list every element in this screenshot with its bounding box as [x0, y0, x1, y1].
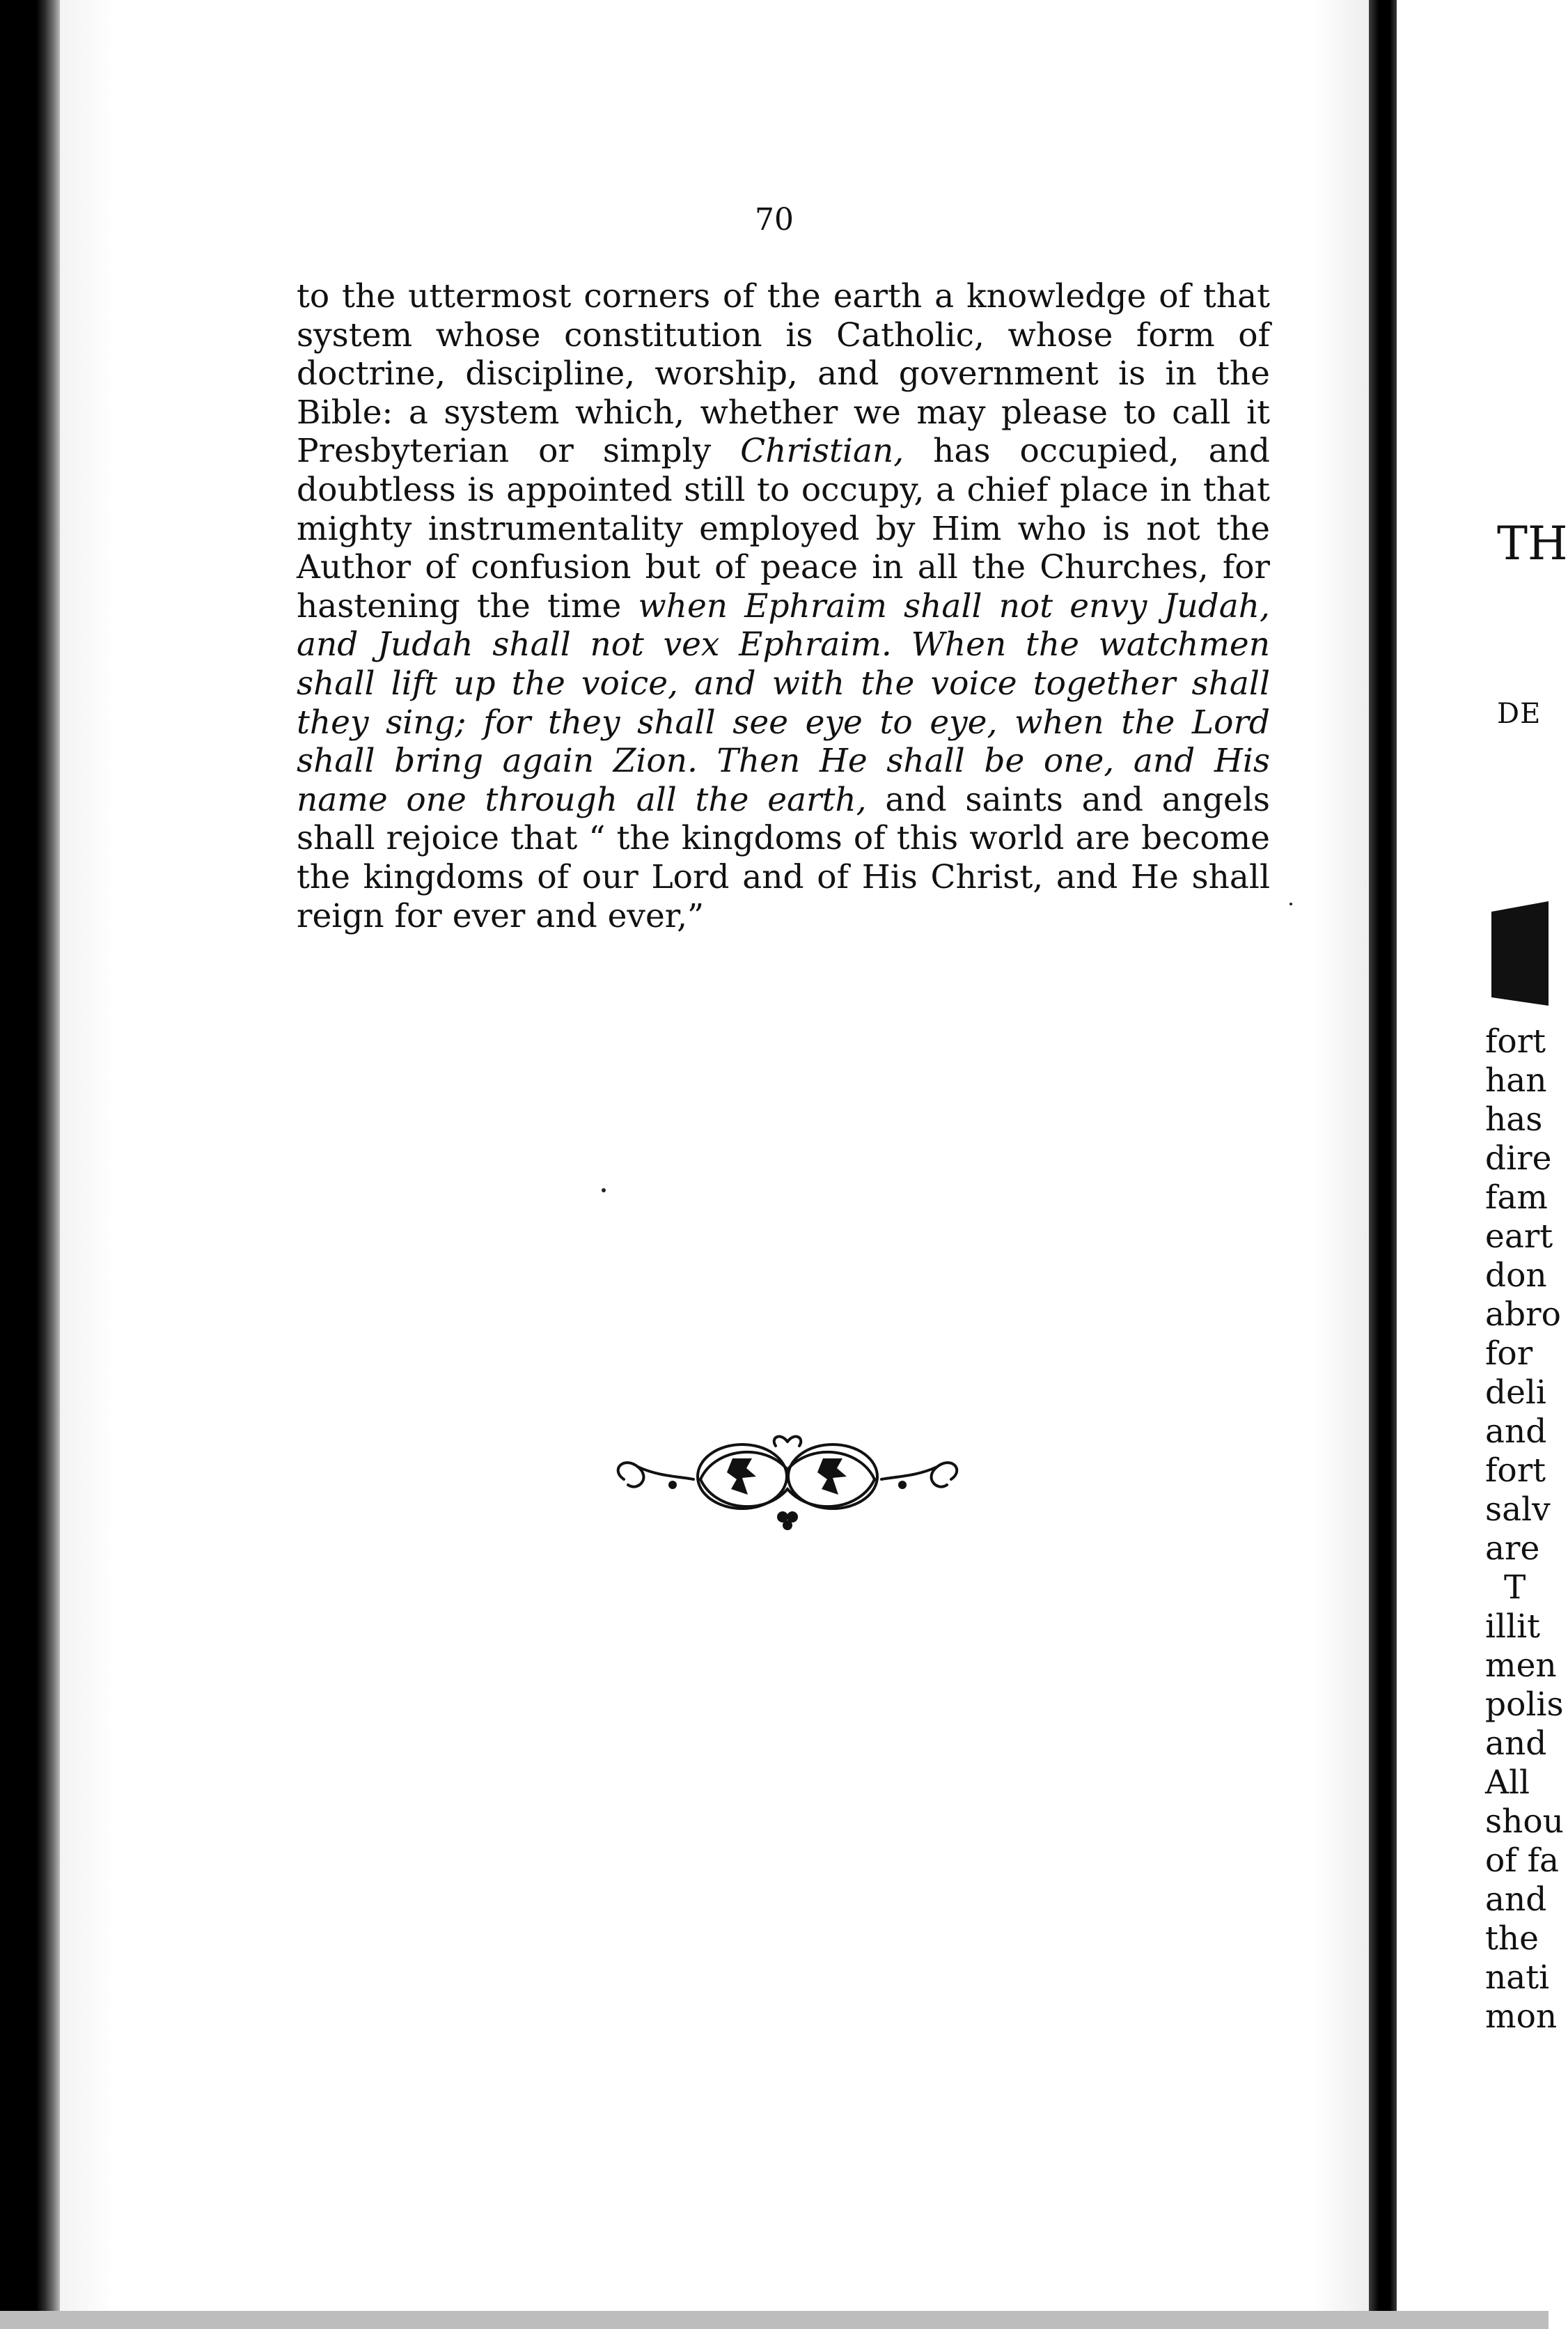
right-page-subheading-fragment: DE — [1497, 698, 1542, 730]
right-page-line-fragment: salv — [1485, 1490, 1551, 1529]
right-page-line-fragment: men — [1485, 1646, 1557, 1685]
right-page-line-fragment: fort — [1485, 1022, 1546, 1061]
right-page-line-fragment: fam — [1485, 1178, 1548, 1217]
right-page-line-fragment: the — [1485, 1919, 1539, 1958]
book-edge-shadow-left — [0, 0, 60, 2329]
right-page-line-fragment: for — [1485, 1334, 1533, 1373]
right-page-line-fragment: and — [1485, 1880, 1547, 1919]
right-page-line-fragment: abro — [1485, 1295, 1561, 1334]
right-page-line-fragment: dire — [1485, 1139, 1552, 1178]
floral-tailpiece-ornament-icon — [603, 1428, 972, 1531]
right-page-line-fragment: polis — [1485, 1685, 1564, 1724]
page-number: 70 — [755, 202, 794, 237]
print-speck — [602, 1188, 606, 1192]
right-page-line-fragment: nati — [1485, 1958, 1550, 1997]
right-page-line-fragment: are — [1485, 1529, 1540, 1568]
right-page-line-fragment: of fa — [1485, 1841, 1560, 1880]
body-text-segment-italic: Christian, — [740, 432, 904, 471]
right-page-line-fragment: eart — [1485, 1217, 1553, 1256]
body-text-segment-italic: when Ephraim shall not envy Judah, and Judah shall not vex Ephraim. When the watchmen shall lift up the voice, and with the voice together shall they sing; for they shall see eye to eye, when the Lord shall bring again Zion. Then He shall be one, and His name one through all the earth, — [297, 586, 1270, 819]
right-page-line-fragment: han — [1485, 1061, 1547, 1100]
body-paragraph — [297, 277, 1270, 935]
right-page-line-fragment: deli — [1485, 1373, 1546, 1412]
decorated-drop-capital-icon — [1491, 901, 1549, 1006]
print-speck — [1289, 903, 1292, 905]
right-page-line-fragment: mon — [1485, 1997, 1558, 2036]
right-page-line-fragment: don — [1485, 1256, 1547, 1295]
body-text-segment: to the uttermost corners of the earth a knowledge of that system whose constitution is Catholic, whose form of doctrine, discipline, worship, and government is in the Bible: a system which, whether we may please to call it Presbyterian or simply — [297, 277, 1270, 471]
right-page-line-fragment: T — [1504, 1568, 1526, 1607]
right-page-line-fragment: has — [1485, 1100, 1543, 1139]
right-page-line-fragment: illit — [1485, 1607, 1541, 1646]
book-edge-shadow-bottom — [0, 2311, 1549, 2329]
right-page-line-fragment: and — [1485, 1724, 1547, 1763]
right-page-line-fragment: and — [1485, 1412, 1547, 1451]
right-page-line-fragment: All — [1485, 1763, 1530, 1802]
book-gutter — [1369, 0, 1397, 2329]
body-text-segment: and saints and angels shall rejoice that “ the kingdoms of this world are become the kingdoms of our Lord and of His Christ, and He shall reign for ever and ever,” — [297, 780, 1270, 935]
right-page-line-fragment: fort — [1485, 1451, 1546, 1490]
body-text-segment: has occupied, and doubtless is appointed still to occupy, a chief place in that mighty instrumentality employed by Him who is not the Author of confusion but of peace in all the Churches, for hastening the time — [297, 432, 1270, 625]
right-page-line-fragment: shou — [1485, 1802, 1564, 1841]
right-page-heading-fragment: TH — [1497, 517, 1568, 570]
